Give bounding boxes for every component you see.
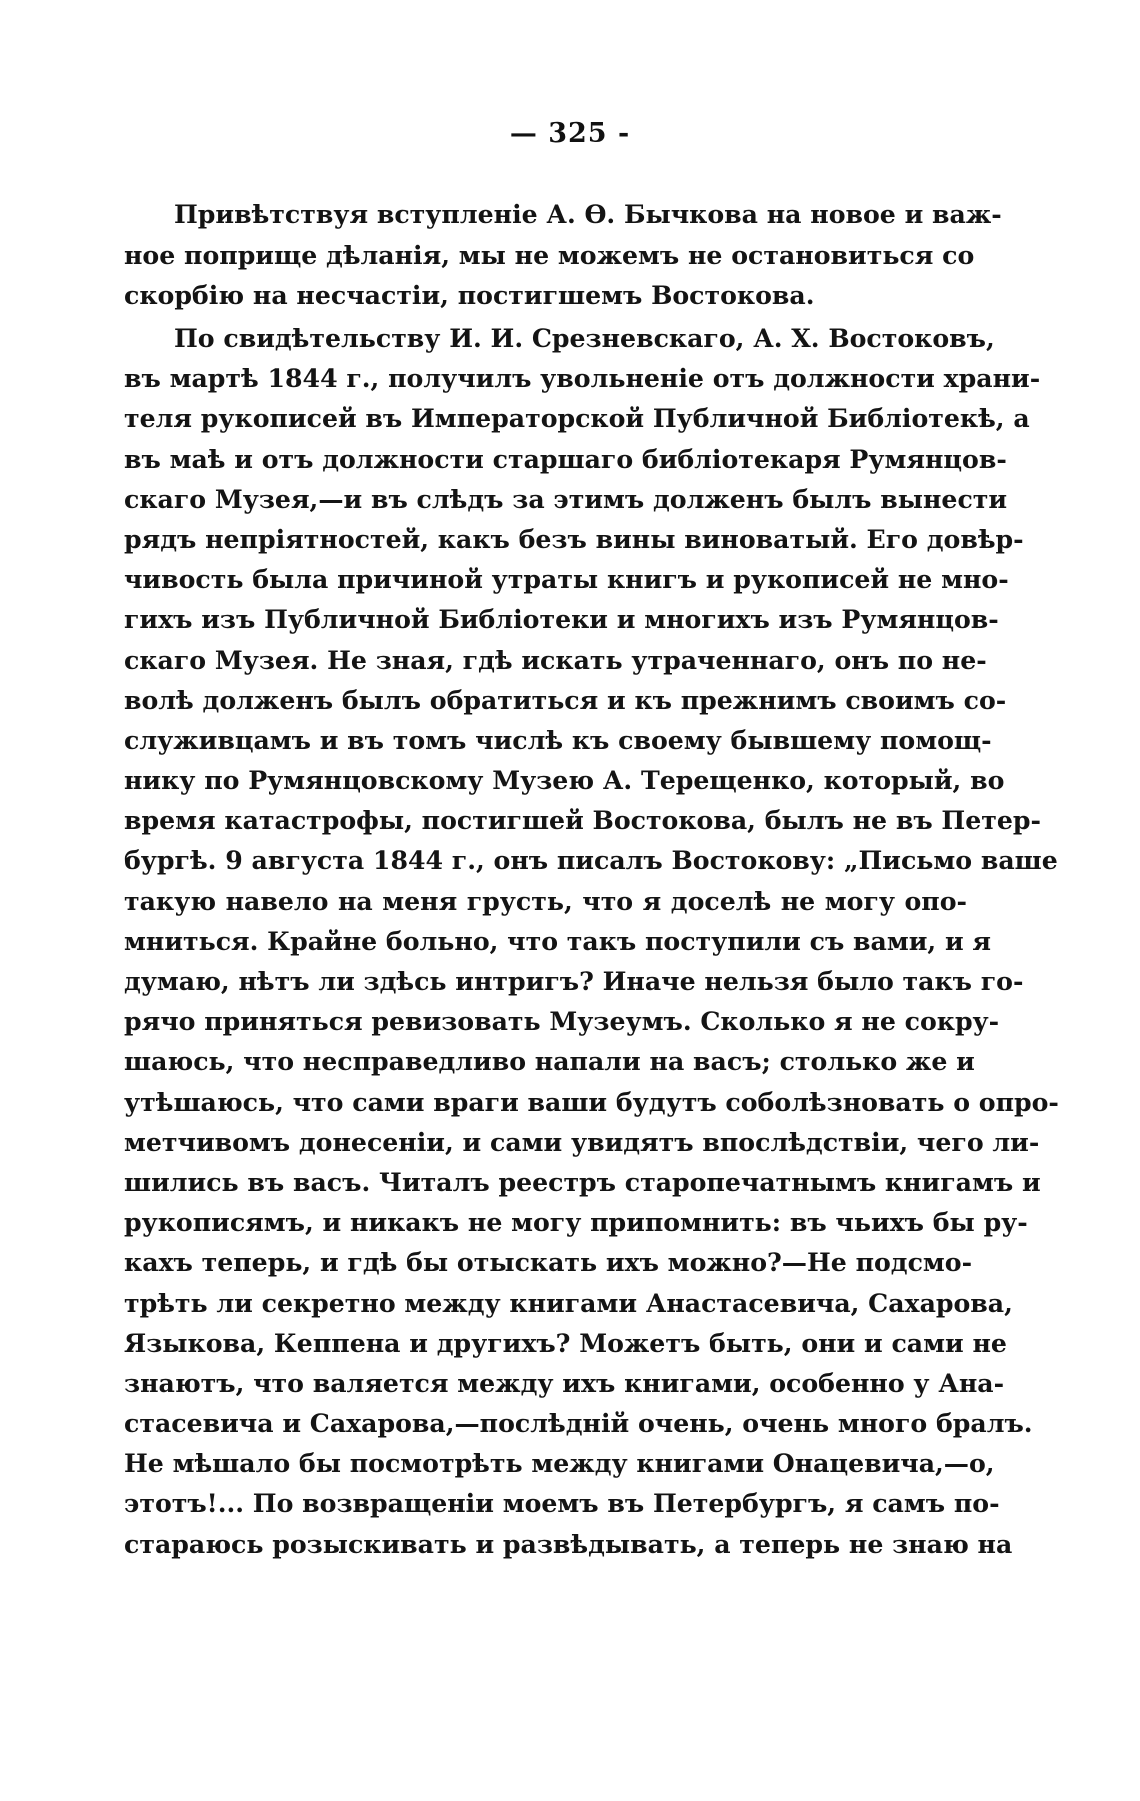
text-line: волѣ долженъ былъ обратиться и къ прежнимъ своимъ со- bbox=[124, 684, 1007, 715]
text-line: скаго Музея. Не зная, гдѣ искать утраченнаго, онъ по не- bbox=[124, 644, 987, 675]
text-line: скорбію на несчастіи, постигшемъ Востокова. bbox=[124, 280, 815, 310]
text-line: этотъ!... По возвращеніи моемъ въ Петербургъ, я самъ по- bbox=[124, 1488, 1000, 1519]
text-line: шились въ васъ. Читалъ реестръ старопечатнымъ книгамъ и bbox=[124, 1166, 1041, 1197]
text-line: гихъ изъ Публичной Библіотеки и многихъ изъ Румянцов- bbox=[124, 604, 999, 635]
text-line: утѣшаюсь, что сами враги ваши будутъ соболѣзновать о опро- bbox=[124, 1086, 1059, 1117]
text-line: скаго Музея,—и въ слѣдъ за этимъ долженъ былъ вынести bbox=[124, 483, 1008, 514]
text-line: въ маѣ и отъ должности старшаго библіотекаря Румянцов- bbox=[124, 443, 1007, 474]
text-line: Привѣтствуя вступленіе А. Ѳ. Бычкова на новое и важ- bbox=[174, 199, 1002, 229]
text-line: нику по Румянцовскому Музею А. Терещенко, который, во bbox=[124, 765, 1005, 796]
text-line: такую навело на меня грусть, что я доселѣ не могу опо- bbox=[124, 885, 967, 916]
text-line: трѣть ли секретно между книгами Анастасевича, Сахарова, bbox=[124, 1287, 1013, 1318]
text-line: стасевича и Сахарова,—послѣдній очень, очень много бралъ. bbox=[124, 1408, 1033, 1439]
text-line: По свидѣтельству И. И. Срезневскаго, А. Х. Востоковъ, bbox=[174, 323, 995, 353]
paragraph-1 bbox=[124, 194, 1002, 316]
text-line: рядъ непріятностей, какъ безъ вины виноватый. Его довѣр- bbox=[124, 523, 1024, 554]
text-line: рячо приняться ревизовать Музеумъ. Сколько я не сокру- bbox=[124, 1006, 1000, 1037]
text-line: служивцамъ и въ томъ числѣ къ своему бывшему помощ- bbox=[124, 724, 992, 755]
text-line: шаюсь, что несправедливо напали на васъ; столько же и bbox=[124, 1046, 975, 1077]
text-line: думаю, нѣтъ ли здѣсь интригъ? Иначе нельзя было такъ го- bbox=[124, 966, 1024, 996]
text-line: рукописямъ, и никакъ не могу припомнить: въ чьихъ бы ру- bbox=[124, 1207, 1028, 1238]
paragraph-2 bbox=[124, 318, 1059, 1564]
text-line: бургѣ. 9 августа 1844 г., онъ писалъ Востокову: „Письмо ваше bbox=[124, 845, 1058, 876]
text-line: кахъ теперь, и гдѣ бы отыскать ихъ можно?—Не подсмо- bbox=[124, 1247, 973, 1278]
text-line: метчивомъ донесеніи, и сами увидятъ впослѣдствіи, чего ли- bbox=[124, 1126, 1040, 1157]
page-number: — 325 - bbox=[509, 118, 631, 149]
text-line: чивость была причиной утраты книгъ и рукописей не мно- bbox=[124, 564, 1009, 595]
text-line: ное поприще дѣланія, мы не можемъ не остановиться со bbox=[124, 239, 975, 270]
text-line: теля рукописей въ Императорской Публичной Библіотекѣ, а bbox=[124, 403, 1030, 434]
text-line: стараюсь розыскивать и развѣдывать, а теперь не знаю на bbox=[124, 1528, 1013, 1559]
text-line: знаютъ, что валяется между ихъ книгами, особенно у Ана- bbox=[124, 1367, 1005, 1398]
text-line: Не мѣшало бы посмотрѣть между книгами Онацевича,—о, bbox=[124, 1448, 995, 1479]
text-line: мниться. Крайне больно, что такъ поступили съ вами, и я bbox=[124, 925, 992, 956]
text-line: Языкова, Кеппена и другихъ? Можетъ быть, они и сами не bbox=[124, 1327, 1007, 1358]
text-line: время катастрофы, постигшей Востокова, былъ не въ Петер- bbox=[124, 805, 1041, 836]
text-line: въ мартѣ 1844 г., получилъ увольненіе отъ должности храни- bbox=[124, 363, 1041, 394]
